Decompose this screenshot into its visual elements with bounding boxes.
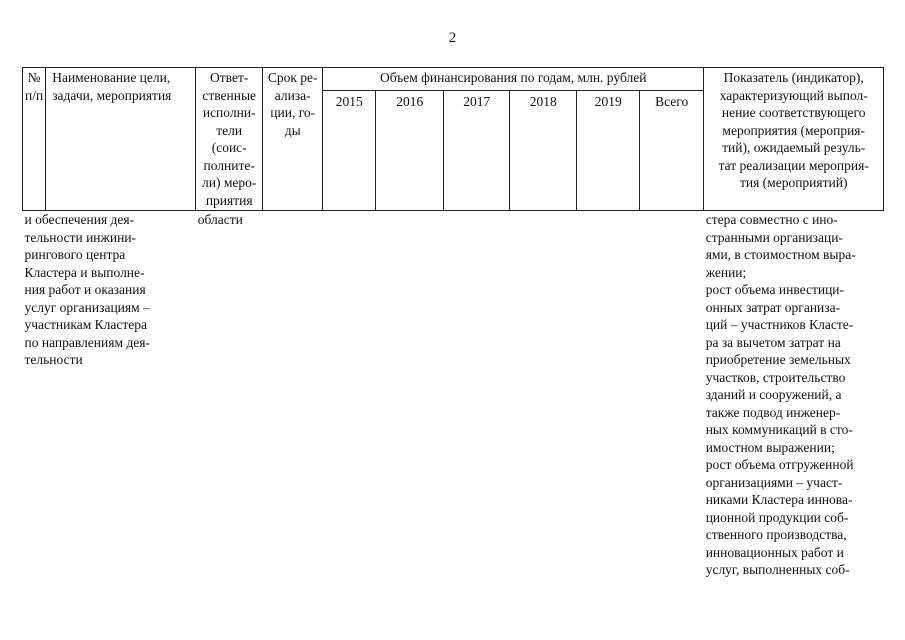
header-responsible: Ответ- ственные исполни- тели (соис- полните- ли) меро- приятия — [196, 68, 263, 211]
header-name: Наименование цели, задачи, мероприятия — [46, 68, 196, 211]
program-table — [22, 67, 884, 579]
header-indicator: Показатель (индикатор), характеризующий выпол- нение соответствующего мероприятия (мероприя- тий), ожидаемый резуль- тат реализации мероприя- тия (мероприятий) — [704, 68, 884, 211]
header-year-2017: 2017 — [444, 91, 510, 211]
header-term: Срок ре- ализа- ции, го- ды — [263, 68, 323, 211]
header-year-2015: 2015 — [323, 91, 376, 211]
table-row — [23, 211, 884, 579]
header-year-2016: 2016 — [376, 91, 444, 211]
cell-2016 — [376, 211, 444, 579]
header-funding: Объем финансирования по годам, млн. рублей — [323, 68, 704, 91]
cell-responsible: области — [197, 212, 243, 227]
cell-term — [263, 211, 323, 579]
page-number: 2 — [448, 30, 457, 46]
cell-2017 — [444, 211, 510, 579]
header-year-2018: 2018 — [510, 91, 577, 211]
cell-name: и обеспечения дея- тельности инжини- рингового центра Кластера и выполне- ния работ и оказания услуг организациям – участникам Кластера по направлениям дея- тельности — [24, 212, 150, 367]
cell-2018 — [510, 211, 577, 579]
header-year-2019: 2019 — [577, 91, 640, 211]
cell-2019 — [577, 211, 640, 579]
cell-2015 — [323, 211, 376, 579]
cell-total — [640, 211, 704, 579]
cell-indicator: стера совместно с ино- странными организаци- ями, в стоимостном выра- жении; рост объема инвестици- онных затрат организа- ций – участников Класте- ра за вычетом затрат на приобретение земельных участков, строительство зданий и сооружений, а также подвод инженер- ных коммуникаций в сто- имостном выражении; рост объема отгруженной организациями – участ- никами Кластера иннова- ционной продукции соб- ственного производства, инновационных работ и услуг, выполненных соб- — [705, 212, 856, 577]
header-total: Всего — [640, 91, 704, 211]
header-num: № п/п — [23, 68, 46, 211]
